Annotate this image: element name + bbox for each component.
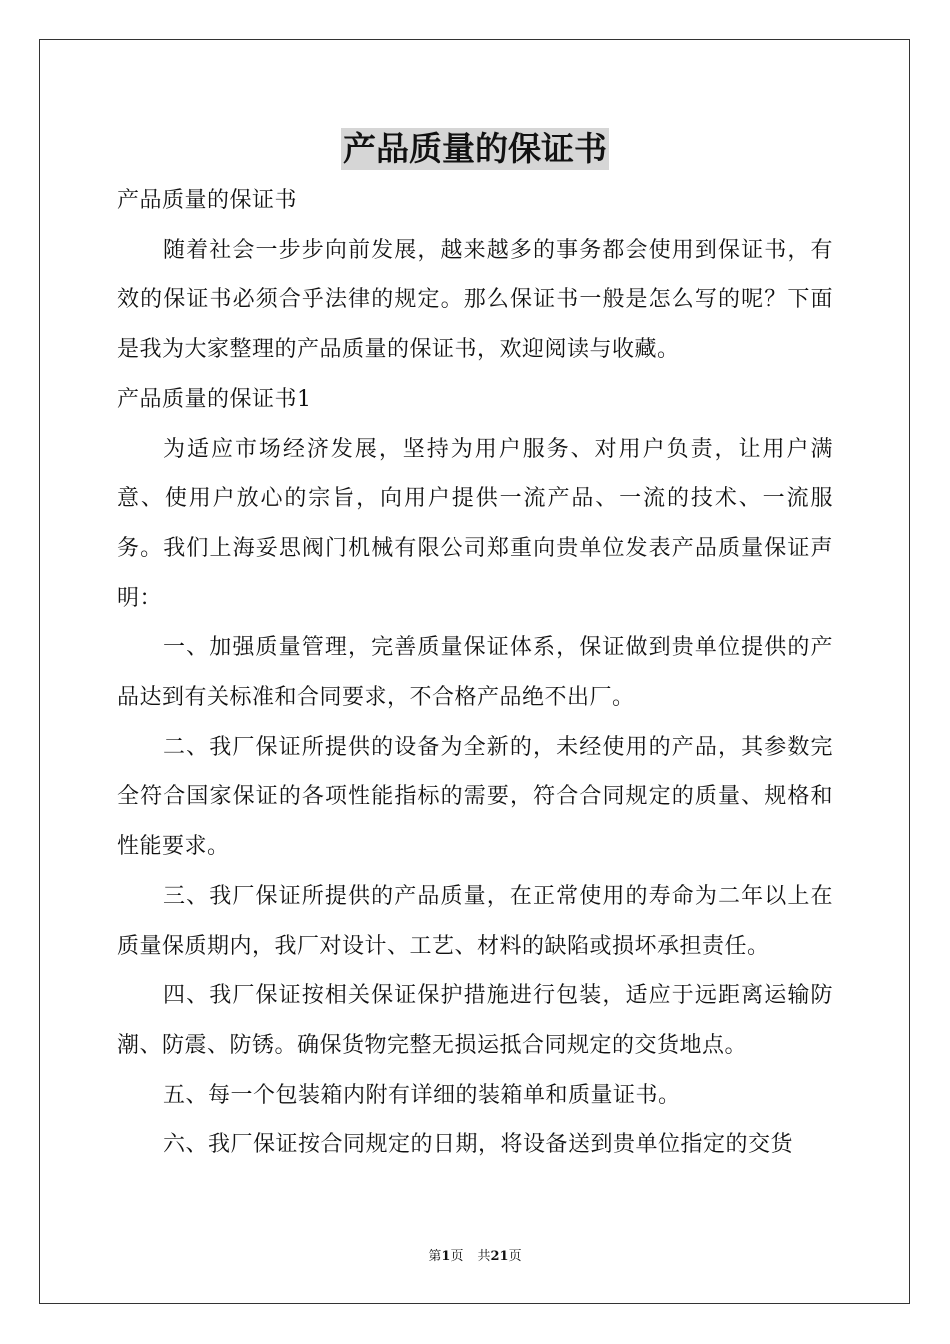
page-prefix: 第 [428, 1249, 442, 1264]
page-footer [0, 1245, 950, 1264]
title-container [0, 128, 950, 170]
paragraph: 二、我厂保证所提供的设备为全新的，未经使用的产品，其参数完全符合国家保证的各项性能指标的需要，符合合同规定的质量、规格和性能要求。 [117, 734, 833, 860]
paragraph: 随着社会一步步向前发展，越来越多的事务都会使用到保证书，有效的保证书必须合乎法律的规定。那么保证书一般是怎么写的呢？下面是我为大家整理的产品质量的保证书，欢迎阅读与收藏。 [117, 237, 833, 363]
paragraph: 为适应市场经济发展，坚持为用户服务、对用户负责，让用户满意、使用户放心的宗旨，向用户提供一流产品、一流的技术、一流服务。我们上海妥思阀门机械有限公司郑重向贵单位发表产品质量保证声明： [117, 436, 833, 611]
paragraph: 三、我厂保证所提供的产品质量，在正常使用的寿命为二年以上在质量保质期内，我厂对设计、工艺、材料的缺陷或损坏承担责任。 [117, 883, 833, 959]
paragraph: 六、我厂保证按合同规定的日期，将设备送到贵单位指定的交货 [163, 1132, 794, 1158]
paragraph: 产品质量的保证书1 [117, 386, 312, 412]
total-prefix: 共 [477, 1249, 491, 1264]
page-suffix: 页 [450, 1249, 464, 1264]
total-pages: 21 [490, 1249, 509, 1264]
document-body [117, 176, 833, 1170]
paragraph: 产品质量的保证书 [117, 188, 298, 213]
page-number: 1 [441, 1249, 451, 1264]
document-title: 产品质量的保证书 [343, 129, 607, 168]
total-suffix: 页 [508, 1249, 522, 1264]
paragraph: 一、加强质量管理，完善质量保证体系，保证做到贵单位提供的产品达到有关标准和合同要求，不合格产品绝不出厂。 [117, 635, 833, 711]
paragraph: 四、我厂保证按相关保证保护措施进行包装，适应于远距离运输防潮、防震、防锈。确保货物完整无损运抵合同规定的交货地点。 [117, 983, 833, 1058]
paragraph: 五、每一个包装箱内附有详细的装箱单和质量证书。 [163, 1082, 681, 1108]
